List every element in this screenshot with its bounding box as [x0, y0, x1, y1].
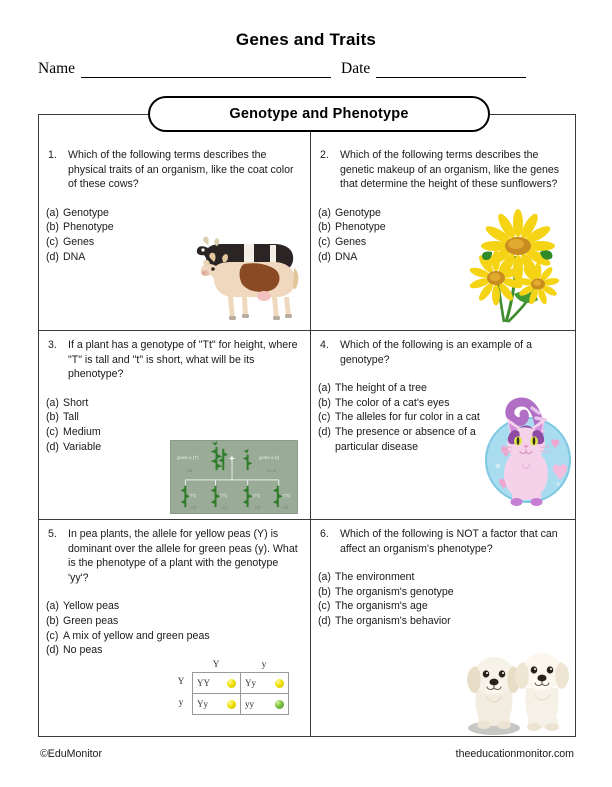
date-input-rule[interactable]: [376, 62, 526, 78]
punnett-col-header-1: Y: [212, 660, 220, 670]
question-1-text: Which of the following terms describes the physical traits of an organism, like the coat color of these cows?: [68, 149, 294, 191]
question-1-option-d[interactable]: (d) DNA: [46, 250, 86, 263]
cat-image: [478, 388, 574, 506]
question-5-option-b[interactable]: (b) Green peas: [46, 614, 119, 627]
question-5-option-a[interactable]: (a) Yellow peas: [46, 600, 120, 613]
pea-yellow-icon: [275, 679, 284, 688]
name-date-line: [38, 56, 574, 78]
plant-cross-left-sub: tall: [187, 468, 193, 473]
question-4-option-c[interactable]: (c) The alleles for fur color in a cat: [318, 411, 480, 424]
column-divider: [310, 114, 311, 737]
plant-cross-offspring-1: (Tt): [189, 493, 197, 498]
punnett-cell-label: Yy: [197, 699, 208, 709]
question-5-option-d[interactable]: (d) No peas: [46, 644, 103, 657]
punnett-cell-yy-4: [241, 694, 289, 715]
question-2-option-d[interactable]: (d) DNA: [318, 250, 358, 263]
punnett-table: [192, 672, 289, 715]
punnett-cell-yy-2: [241, 673, 289, 694]
punnett-cell-yy-3: [193, 694, 241, 715]
plant-cross-diagram: [170, 440, 298, 514]
punnett-cell-label: YY: [197, 678, 210, 688]
question-3-text: If a plant has a genotype of "Tt" for height, where "T" is tall and "t" is short, what will be its phenotype?: [68, 339, 298, 381]
page-title: Genes and Traits: [235, 30, 377, 49]
punnett-row-header-2: y: [178, 698, 184, 708]
punnett-row: [193, 694, 289, 715]
punnett-square: [170, 660, 289, 715]
question-5: [46, 527, 298, 658]
question-2-text: Which of the following terms describes the genetic makeup of an organism, like the genes that determine the height of these sunflowers?: [340, 149, 560, 191]
row-divider-1: [38, 330, 576, 331]
question-5-options: [46, 599, 282, 657]
question-3-number: 3.: [48, 339, 57, 351]
question-1-option-b[interactable]: (b) Phenotype: [46, 221, 114, 234]
name-input-rule[interactable]: [81, 62, 331, 78]
section-banner-label: Genotype and Phenotype: [229, 106, 409, 122]
question-3-option-d[interactable]: (d) Variable: [46, 440, 102, 453]
punnett-cell-label: Yy: [245, 678, 256, 688]
pea-green-icon: [275, 700, 284, 709]
section-banner: [148, 96, 490, 132]
plant-cross-offspring-4-sub: tall: [283, 505, 289, 510]
punnett-row: [193, 673, 289, 694]
question-3-option-b[interactable]: (b) Tall: [46, 411, 79, 424]
plant-cross-offspring-1-sub: tall: [191, 505, 197, 510]
plant-cross-right-label: gives a (t): [259, 455, 280, 460]
footer-website: theeducationmonitor.com: [455, 748, 574, 760]
plant-cross-left-label: gives a (T): [177, 455, 199, 460]
punnett-column-headers: [192, 660, 289, 672]
question-6-option-c[interactable]: (c) The organism's age: [318, 600, 428, 613]
question-4-option-a[interactable]: (a) The height of a tree: [318, 382, 427, 395]
footer: [40, 748, 574, 760]
question-2-option-c[interactable]: (c) Genes: [318, 235, 367, 248]
question-1-option-a[interactable]: (a) Genotype: [46, 206, 109, 219]
question-4-option-b[interactable]: (b) The color of a cat's eyes: [318, 396, 450, 409]
question-5-option-c[interactable]: (c) A mix of yellow and green peas: [46, 629, 210, 642]
question-6: [318, 527, 568, 629]
plant-cross-offspring-2-sub: tall: [222, 505, 228, 510]
question-1-number: 1.: [48, 149, 57, 161]
question-6-option-a[interactable]: (a) The environment: [318, 571, 415, 584]
question-5-number: 5.: [48, 528, 57, 540]
question-1-options: [46, 206, 196, 264]
punnett-col-header-2: y: [261, 660, 267, 670]
row-divider-2: [38, 519, 576, 520]
question-4-options: [318, 381, 486, 454]
plant-cross-offspring-3: (Tt): [253, 493, 261, 498]
plant-cross-offspring-3-sub: tall: [255, 505, 261, 510]
plant-cross-offspring-2: (Tt): [220, 493, 228, 498]
question-4-number: 4.: [320, 339, 329, 351]
plant-cross-right-sub: short: [267, 468, 277, 473]
two-dogs-image: [452, 638, 574, 736]
question-6-options: [318, 570, 528, 628]
punnett-cell-label: yy: [245, 699, 254, 709]
question-6-option-b[interactable]: (b) The organism's genotype: [318, 585, 454, 598]
plant-cross-operator: +: [229, 454, 235, 465]
question-3-option-c[interactable]: (c) Medium: [46, 425, 101, 438]
question-6-text: Which of the following is NOT a factor that can affect an organism's phenotype?: [340, 528, 558, 555]
sunflowers-image: [458, 208, 570, 324]
question-3-option-a[interactable]: (a) Short: [46, 396, 89, 409]
plant-cross-offspring-4: (Tt): [283, 493, 291, 498]
question-6-option-d[interactable]: (d) The organism's behavior: [318, 614, 451, 627]
question-3: [46, 338, 298, 454]
question-2-options: [318, 206, 468, 264]
question-2-option-a[interactable]: (a) Genotype: [318, 206, 381, 219]
footer-copyright: ©EduMonitor: [40, 748, 102, 760]
pea-yellow-icon: [227, 679, 236, 688]
two-cows-image: [192, 212, 302, 324]
question-5-text: In pea plants, the allele for yellow peas (Y) is dominant over the allele for green peas (y). What is the phenotype of a plant with the genotype 'yy'?: [68, 528, 298, 584]
question-4-text: Which of the following is an example of a genotype?: [340, 339, 532, 366]
punnett-row-headers: [170, 672, 192, 715]
pea-yellow-icon: [227, 700, 236, 709]
punnett-row-header-1: Y: [177, 677, 185, 687]
name-label: Name: [38, 60, 76, 77]
question-4-option-d[interactable]: (d) The presence or absence of a particular disease: [318, 425, 476, 453]
question-1-option-c[interactable]: (c) Genes: [46, 235, 95, 248]
date-label: Date: [341, 60, 371, 77]
question-2-number: 2.: [320, 149, 329, 161]
question-2-option-b[interactable]: (b) Phenotype: [318, 221, 386, 234]
question-6-number: 6.: [320, 528, 329, 540]
punnett-cell-yy-1: [193, 673, 241, 694]
